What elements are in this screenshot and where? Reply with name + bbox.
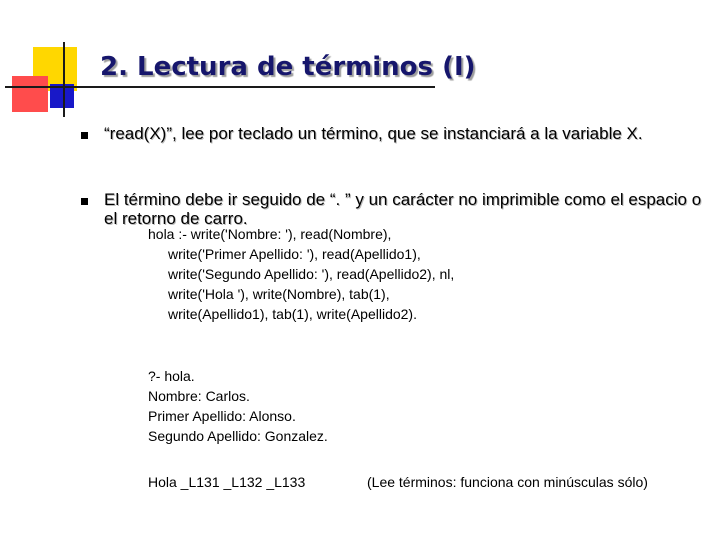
bullet-marker — [81, 132, 88, 139]
code-line: write('Segundo Apellido: '), read(Apellido2), nl, — [168, 266, 455, 282]
bullet-text-read: “read(X)”, lee por teclado un término, que se instanciará a la variable X. — [104, 124, 643, 143]
decor-red-square — [12, 76, 48, 112]
session-line: Segundo Apellido: Gonzalez. — [148, 428, 328, 444]
output-line: Hola _L131 _L132 _L133 — [148, 474, 306, 490]
decor-vertical-line — [63, 42, 65, 117]
bullet-text-terminator: El término debe ir seguido de “. ” y un carácter no imprimible como el espacio o el retorno de carro. — [104, 190, 702, 228]
code-line: write('Hola '), write(Nombre), tab(1), — [168, 286, 390, 302]
slide-title: 2. Lectura de términos (I) — [100, 52, 476, 82]
code-line: hola :- write('Nombre: '), read(Nombre), — [148, 226, 392, 242]
code-line: write(Apellido1), tab(1), write(Apellido2). — [168, 306, 417, 322]
code-line: write('Primer Apellido: '), read(Apellido1), — [168, 246, 421, 262]
session-line: Nombre: Carlos. — [148, 388, 250, 404]
bullet-marker — [81, 198, 88, 205]
decor-horizontal-line — [5, 86, 435, 88]
note-text: (Lee términos: funciona con minúsculas sólo) — [367, 474, 648, 490]
session-line: Primer Apellido: Alonso. — [148, 408, 296, 424]
session-line: ?- hola. — [148, 368, 195, 384]
